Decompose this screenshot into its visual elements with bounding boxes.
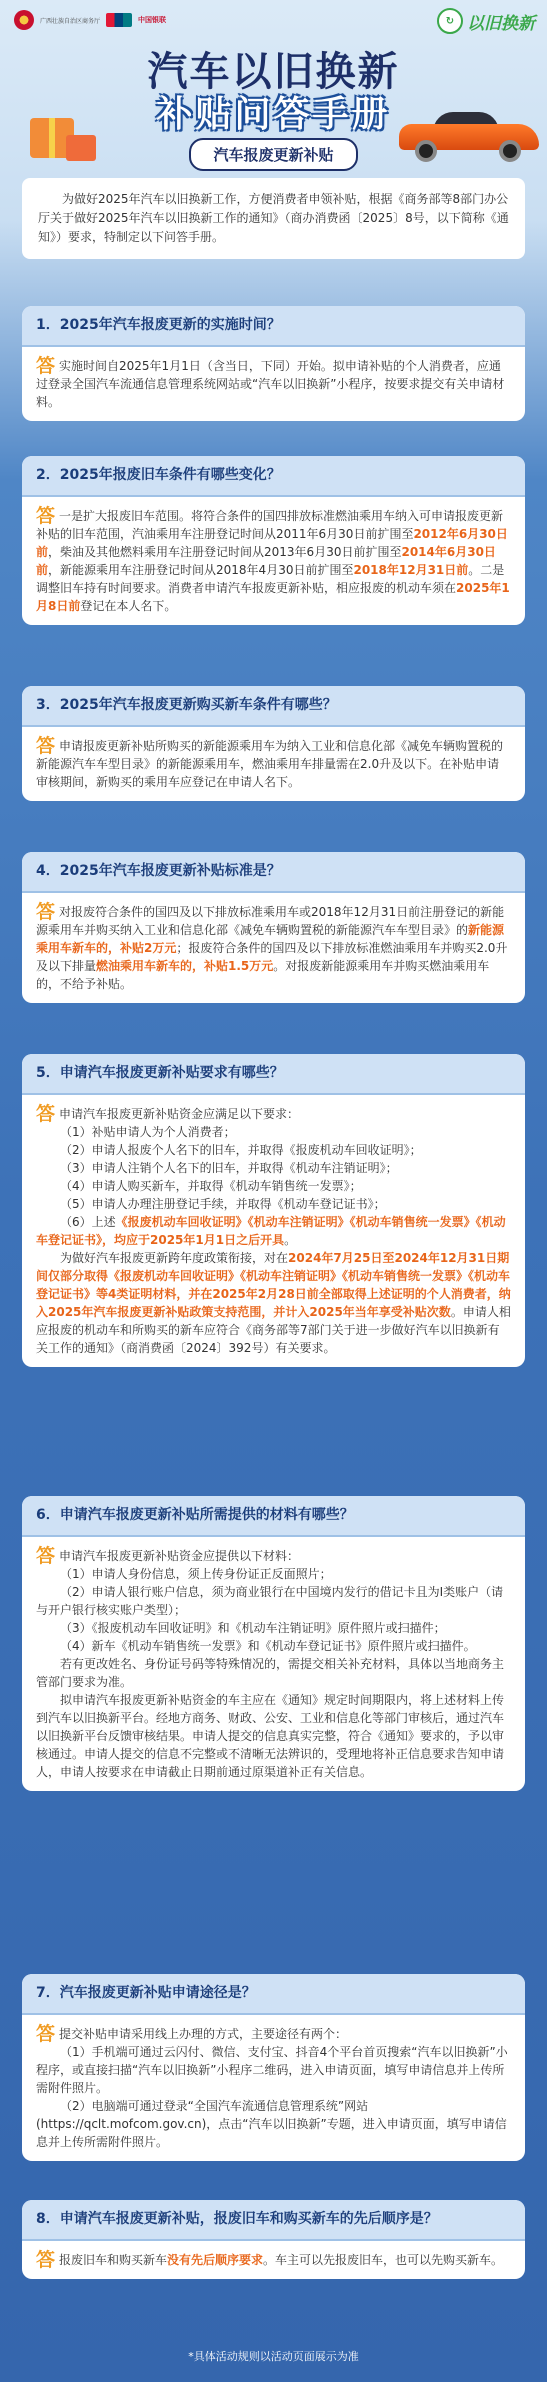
highlight-subsidy: 新能源乘用车新车的，补贴2万元 xyxy=(36,923,505,955)
qa-card-3 xyxy=(22,686,525,801)
material-item: （4）新车《机动车销售统一发票》和《机动车登记证书》原件照片或扫描件。 xyxy=(60,1639,476,1653)
question-2: 2．2025年报废旧车条件有哪些变化？ xyxy=(22,456,525,497)
recycle-icon: ↻ xyxy=(437,8,463,34)
topic-badge: 汽车报废更新补贴 xyxy=(189,138,357,171)
answer-6 xyxy=(22,1537,525,1791)
question-3: 3．2025年汽车报废更新购买新车条件有哪些？ xyxy=(22,686,525,727)
item-text: （6）上述 xyxy=(60,1215,116,1229)
answer-intro: 申请汽车报废更新补贴资金应满足以下要求： xyxy=(59,1107,300,1121)
qa-card-4 xyxy=(22,852,525,1003)
sub-title: 补贴问答手册 xyxy=(156,94,391,135)
qa-card-6 xyxy=(22,1496,525,1791)
requirement-item: （5）申请人办理注册登记手续，并取得《机动车登记证书》； xyxy=(60,1197,386,1211)
answer-text: ，柴油及其他燃料乘用车注册登记时间从2013年6月30日前扩围至 xyxy=(48,545,402,559)
answer-text: 实施时间自2025年1月1日（含当日，下同）开始。拟申请补贴的个人消费者，应通过登录全国汽车流通信息管理系统网站或“汽车以旧换新”小程序，按要求提交有关申请材料。 xyxy=(36,359,505,409)
main-title: 汽车以旧换新 xyxy=(147,49,400,95)
highlight-transition: 2024年7月25日至2024年12月31日期间仅部分取得《报废机动车回收证明》《机动车注销证明》《机动车销售统一发票》《机动车登记证书》等4类证明材料，并在2025年2月28日前全部取得上述证明的个人消费者，纳入2025年汽车报废更新补贴政策支持范围，并计入2025年当年享受补贴次数 xyxy=(36,1251,511,1319)
answer-mark: 答 xyxy=(36,2023,56,2045)
brand-word: 以旧换新 xyxy=(467,13,535,34)
answer-text: 申请报废更新补贴所购买的新能源乘用车为纳入工业和信息化部《减免车辆购置税的新能源汽车车型目录》的新能源乘用车，燃油乘用车排量需在2.0升及以下。在补贴申请审核期间，新购买的乘用车应登记在申请人名下。 xyxy=(36,739,504,789)
qa-card-1 xyxy=(22,306,525,421)
answer-text: 对报废符合条件的国四及以下排放标准乘用车或2018年12月31日前注册登记的新能源乘用车并购买纳入工业和信息化部《减免车辆购置税的新能源汽车车型目录》的 xyxy=(36,905,505,937)
material-item: （3）《报废机动车回收证明》和《机动车注销证明》原件照片或扫描件； xyxy=(60,1621,446,1635)
requirement-item: （2）申请人报废个人名下的旧车，并取得《报废机动车回收证明》； xyxy=(60,1143,422,1157)
question-6: 6．申请汽车报废更新补贴所需提供的材料有哪些？ xyxy=(22,1496,525,1537)
item-text: 。申请人相应报废的机动车和所购买的新车应符合《商务部等7部门关于进一步做好汽车以旧换新有关工作的通知》（商消费函〔2024〕392号）有关要求。 xyxy=(36,1305,511,1355)
requirement-item: （1）补贴申请人为个人消费者； xyxy=(60,1125,236,1139)
unionpay-text: 中国银联 xyxy=(138,16,167,24)
highlight-order: 没有先后顺序要求 xyxy=(167,2253,264,2267)
badge-wrap xyxy=(0,138,547,171)
answer-mark: 答 xyxy=(36,901,56,923)
answer-text: ，新能源乘用车注册登记时间从2018年4月30日前扩围至 xyxy=(48,563,354,577)
answer-mark: 答 xyxy=(36,1545,56,1567)
answer-text: 登记在本人名下。 xyxy=(80,599,177,613)
answer-text: 。对报废新能源乘用车并购买燃油乘用车的，不给予补贴。 xyxy=(36,959,490,991)
answer-2 xyxy=(22,497,525,625)
answer-5 xyxy=(22,1095,525,1367)
answer-text: 。车主可以先报废旧车，也可以先购买新车。 xyxy=(263,2253,504,2267)
answer-text: 报废旧车和购买新车 xyxy=(59,2253,168,2267)
question-4: 4．2025年汽车报废更新补贴标准是？ xyxy=(22,852,525,893)
channel-item: （2）电脑端可通过登录“全国汽车流通信息管理系统”网站(https://qclt.mofcom.gov.cn)，点击“汽车以旧换新”专题，进入申请页面，填写申请信息并上传所需附件照片。 xyxy=(36,2099,507,2149)
sponsor-logos xyxy=(14,10,166,30)
answer-mark: 答 xyxy=(36,505,56,527)
question-7: 7．汽车报废更新补贴申请途径是？ xyxy=(22,1974,525,2015)
highlight-requirement: 《报废机动车回收证明》《机动车注销证明》《机动车销售统一发票》《机动车登记证书》，均应于2025年1月1日之后开具 xyxy=(36,1215,506,1247)
qa-card-5 xyxy=(22,1054,525,1367)
answer-mark: 答 xyxy=(36,2249,56,2271)
answer-intro: 申请汽车报废更新补贴资金应提供以下材料： xyxy=(59,1549,300,1563)
qa-card-8 xyxy=(22,2200,525,2279)
note-paragraph: 若有更改姓名、身份证号码等特殊情况的，需提交相关补充材料，具体以当地商务主管部门要求为准。 xyxy=(36,1657,505,1689)
answer-mark: 答 xyxy=(36,1103,56,1125)
answer-1 xyxy=(22,347,525,421)
note-paragraph: 拟申请汽车报废更新补贴资金的车主应在《通知》规定时间期限内，将上述材料上传到汽车以旧换新平台。经地方商务、财政、公安、工业和信息化等部门审核后，通过汽车以旧换新平台反馈审核结果。申请人提交的信息真实完整，符合《通知》要求的，予以审核通过。申请人提交的信息不完整或不清晰无法辨识的，受理地将补正信息要求告知申请人，申请人按要求在申请截止日期前通过原渠道补正有关信息。 xyxy=(36,1693,505,1779)
item-text: 为做好汽车报废更新跨年度政策衔接，对在 xyxy=(60,1251,289,1265)
answer-7 xyxy=(22,2015,525,2161)
question-1: 1．2025年汽车报废更新的实施时间？ xyxy=(22,306,525,347)
material-item: （2）申请人银行账户信息，须为商业银行在中国境内发行的借记卡且为I类账户（请与开户银行核实账户类型）； xyxy=(36,1585,504,1617)
footer-note: *具体活动规则以活动页面展示为准 xyxy=(188,2350,359,2363)
qa-card-2 xyxy=(22,456,525,625)
highlight-date: 2012年6月30日前 xyxy=(36,527,508,559)
answer-mark: 答 xyxy=(36,735,56,757)
answer-text: ；报废符合条件的国四及以下排放标准燃油乘用车并购买2.0升及以下排量 xyxy=(36,941,508,973)
emblem-icon xyxy=(14,10,34,30)
requirement-item-6 xyxy=(36,1213,511,1249)
transition-paragraph xyxy=(36,1249,511,1357)
item-text: 。 xyxy=(284,1233,297,1247)
answer-4 xyxy=(22,893,525,1003)
highlight-date: 2025年1月8日前 xyxy=(36,581,510,613)
highlight-date: 2018年12月31日前 xyxy=(353,563,469,577)
qa-card-7 xyxy=(22,1974,525,2161)
intro-paragraph: 为做好2025年汽车以旧换新工作，方便消费者申领补贴，根据《商务部等8部门办公厅关于做好2025年汽车以旧换新工作的通知》（商办消费函〔2025〕8号，以下简称《通知》）要求，特制定以下问答手册。 xyxy=(22,178,525,259)
requirement-item: （3）申请人注销个人名下的旧车，并取得《机动车注销证明》； xyxy=(60,1161,398,1175)
highlight-subsidy: 燃油乘用车新车的，补贴1.5万元 xyxy=(96,959,274,973)
question-5: 5．申请汽车报废更新补贴要求有哪些？ xyxy=(22,1054,525,1095)
answer-3 xyxy=(22,727,525,801)
answer-text: 。二是调整旧车持有时间要求。消费者申请汽车报废更新补贴，相应报废的机动车须在 xyxy=(36,563,505,595)
requirement-item: （4）申请人购买新车，并取得《机动车销售统一发票》； xyxy=(60,1179,362,1193)
answer-text: 一是扩大报废旧车范围。将符合条件的国四排放标准燃油乘用车纳入可申请报废更新补贴的旧车范围，汽油乘用车注册登记时间从2011年6月30日前扩围至 xyxy=(36,509,504,541)
answer-mark: 答 xyxy=(36,355,56,377)
unionpay-logo-icon xyxy=(106,13,132,27)
question-8: 8．申请汽车报废更新补贴，报废旧车和购买新车的先后顺序是？ xyxy=(22,2200,525,2241)
dept-text: 广西壮族自治区商务厅 xyxy=(40,17,101,25)
answer-8 xyxy=(22,2241,525,2279)
highlight-date: 2014年6月30日前 xyxy=(36,545,496,577)
channel-item: （1）手机端可通过云闪付、微信、支付宝、抖音4个平台首页搜索“汽车以旧换新”小程序，或直接扫描“汽车以旧换新”小程序二维码，进入申请页面，填写申请信息并上传所需附件照片。 xyxy=(36,2045,508,2095)
brand-logo xyxy=(437,8,535,34)
top-logos xyxy=(0,0,547,40)
material-item: （1）申请人身份信息，须上传身份证正反面照片； xyxy=(60,1567,332,1581)
answer-intro: 提交补贴申请采用线上办理的方式，主要途径有两个： xyxy=(59,2027,348,2041)
